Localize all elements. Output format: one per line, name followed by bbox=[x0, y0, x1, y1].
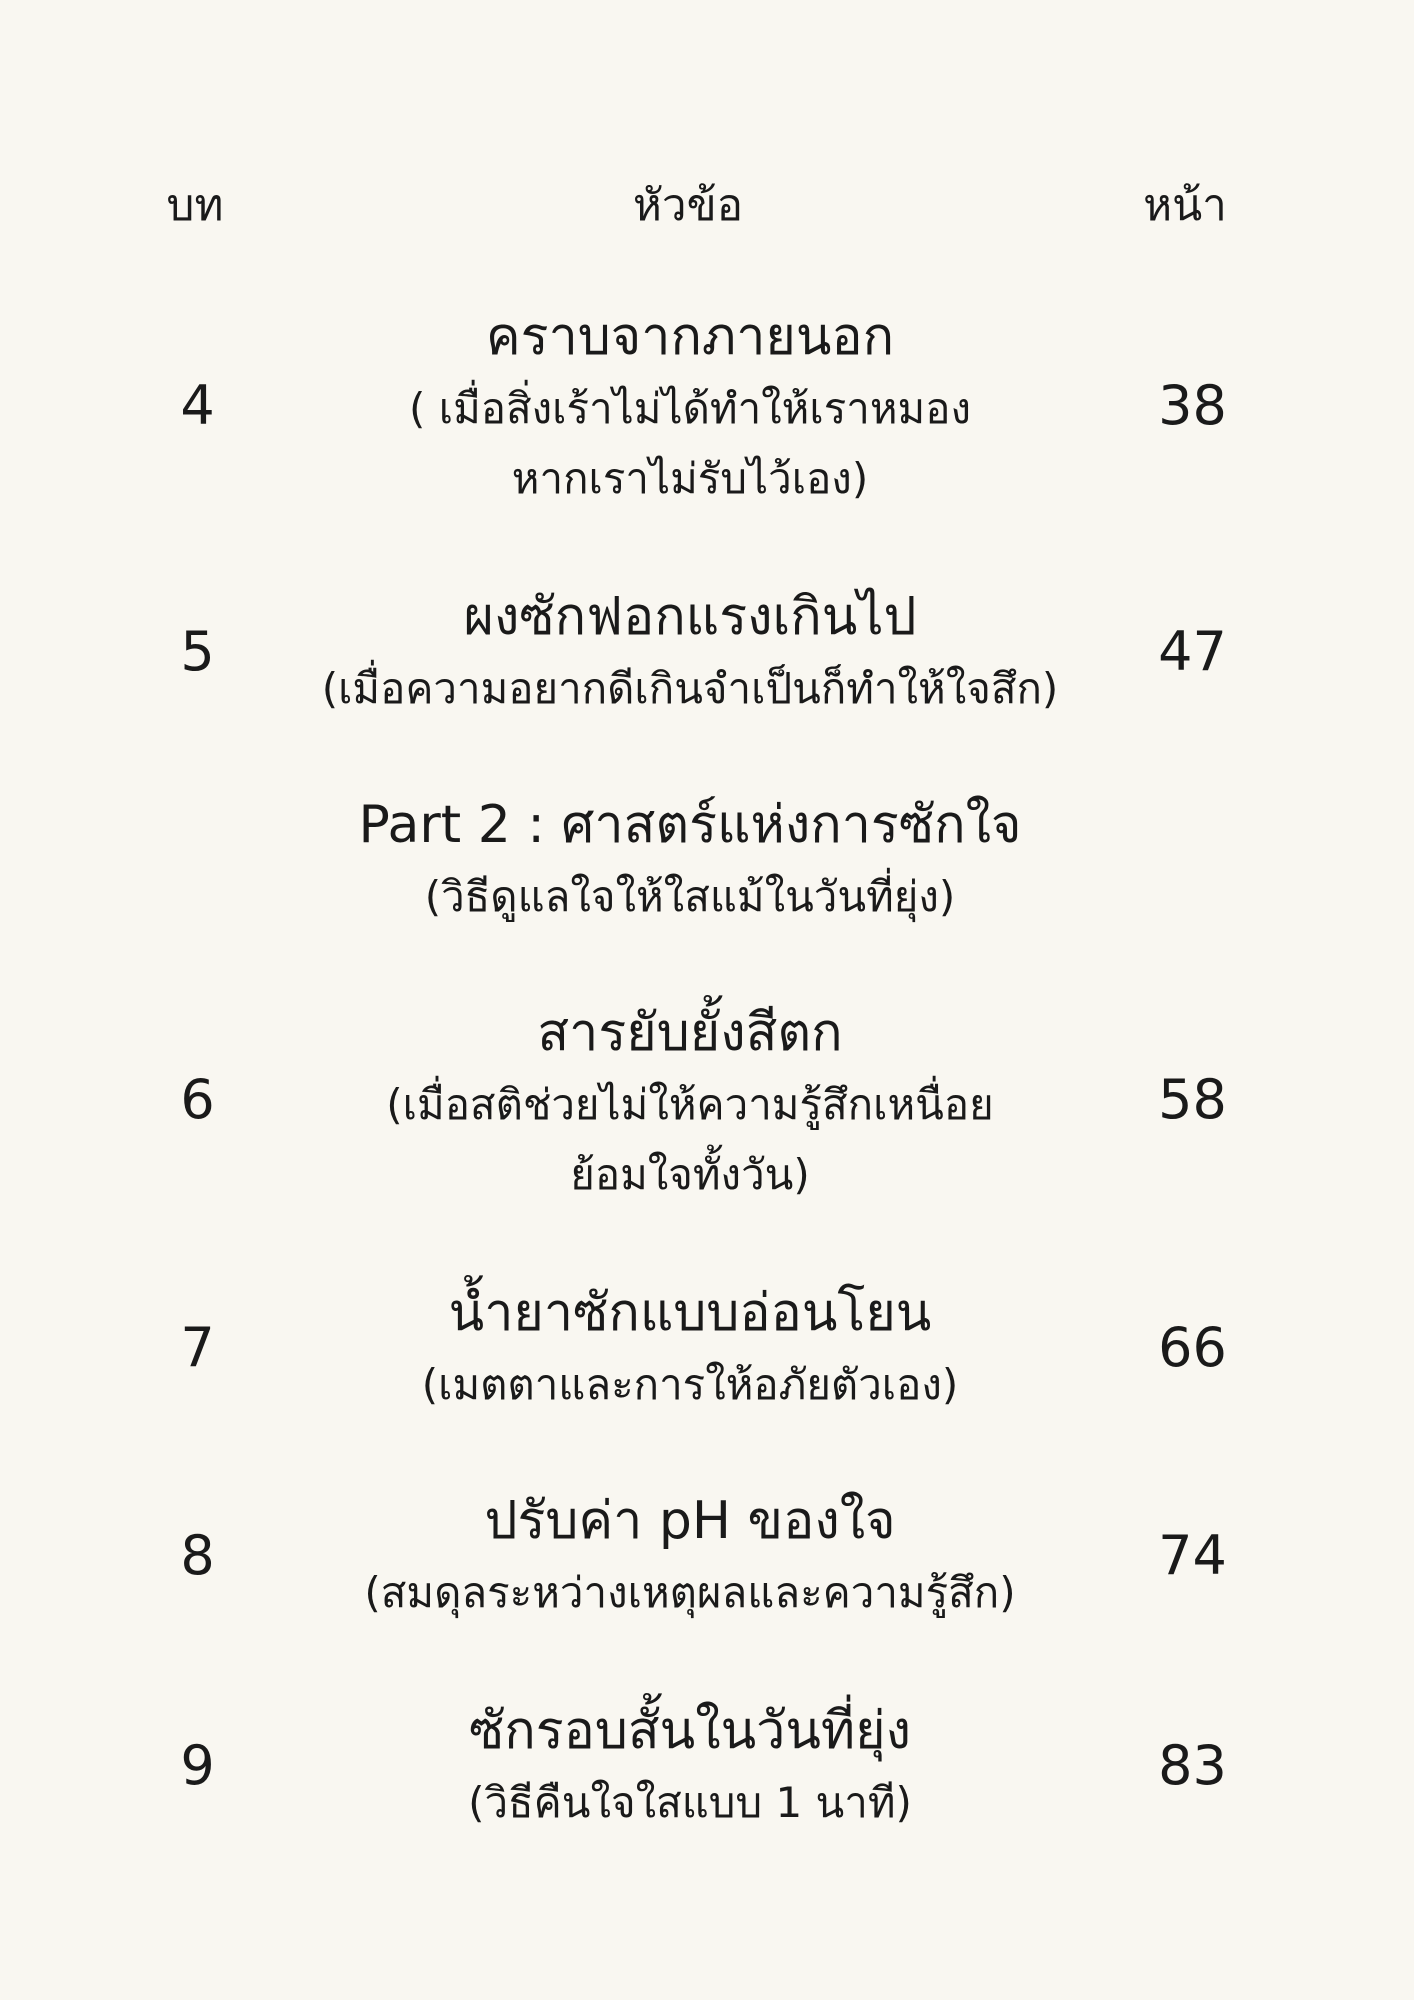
entry-subtitle-line: ย้อมใจทั้งวัน) bbox=[570, 1150, 810, 1199]
toc-entry-chapter-4[interactable] bbox=[0, 300, 1414, 510]
chapter-number: 8 bbox=[180, 1524, 215, 1587]
toc-entry-chapter-5[interactable] bbox=[0, 580, 1414, 730]
entry-subtitle-line: ( เมื่อสิ่งเร้าไม่ได้ทำให้เราหมอง bbox=[409, 384, 971, 433]
entry-subtitle-line: (สมดุลระหว่างเหตุผลและความรู้สึก) bbox=[364, 1568, 1016, 1617]
toc-part-heading[interactable] bbox=[0, 788, 1414, 938]
toc-entry-chapter-8[interactable] bbox=[0, 1484, 1414, 1634]
entry-subtitle-line: (เมื่อสติช่วยไม่ให้ความรู้สึกเหนื่อย bbox=[386, 1080, 994, 1129]
entry-title-block bbox=[270, 996, 1110, 1210]
chapter-number: 7 bbox=[180, 1316, 215, 1379]
entry-subtitle-line: (เมตตาและการให้อภัยตัวเอง) bbox=[421, 1360, 959, 1409]
toc-entry-chapter-9[interactable] bbox=[0, 1694, 1414, 1844]
entry-title: น้ำยาซักแบบอ่อนโยน bbox=[448, 1283, 932, 1343]
page-number: 74 bbox=[1158, 1524, 1227, 1587]
entry-title-block bbox=[270, 580, 1110, 724]
page-column-header: หน้า bbox=[1143, 180, 1227, 231]
toc-entry-chapter-7[interactable] bbox=[0, 1276, 1414, 1426]
entry-title: สารยับยั้งสีตก bbox=[537, 1003, 843, 1063]
entry-title-block bbox=[270, 1484, 1110, 1628]
entry-title: ซักรอบสั้นในวันที่ยุ่ง bbox=[468, 1701, 912, 1761]
part-subtitle: (วิธีดูแลใจให้ใสแม้ในวันที่ยุ่ง) bbox=[424, 872, 956, 921]
entry-title: ปรับค่า pH ของใจ bbox=[484, 1491, 896, 1551]
toc-entry-chapter-6[interactable] bbox=[0, 996, 1414, 1206]
chapter-number: 6 bbox=[180, 1068, 215, 1131]
chapter-number: 4 bbox=[180, 374, 215, 437]
part-title: Part 2 : ศาสตร์แห่งการซักใจ bbox=[358, 795, 1022, 855]
entry-subtitle-line: (เมื่อความอยากดีเกินจำเป็นก็ทำให้ใจสึก) bbox=[321, 664, 1059, 713]
entry-title-block bbox=[270, 1276, 1110, 1420]
entry-subtitle-line: หากเราไม่รับไว้เอง) bbox=[511, 454, 869, 503]
entry-title: ผงซักฟอกแรงเกินไป bbox=[463, 587, 917, 647]
entry-subtitle-line: (วิธีคืนใจใสแบบ 1 นาที) bbox=[468, 1778, 912, 1827]
chapter-number: 9 bbox=[180, 1734, 215, 1797]
page-number: 38 bbox=[1158, 374, 1227, 437]
page-number: 66 bbox=[1158, 1316, 1227, 1379]
page-number: 58 bbox=[1158, 1068, 1227, 1131]
page-number: 47 bbox=[1158, 620, 1227, 683]
part-title-block bbox=[270, 788, 1110, 932]
entry-title-block bbox=[270, 300, 1110, 514]
chapter-number: 5 bbox=[180, 620, 215, 683]
topic-column-header: หัวข้อ bbox=[632, 180, 744, 231]
entry-title-block bbox=[270, 1694, 1110, 1838]
chapter-column-header: บท bbox=[166, 180, 224, 231]
page-number: 83 bbox=[1158, 1734, 1227, 1797]
entry-title: คราบจากภายนอก bbox=[485, 307, 895, 367]
